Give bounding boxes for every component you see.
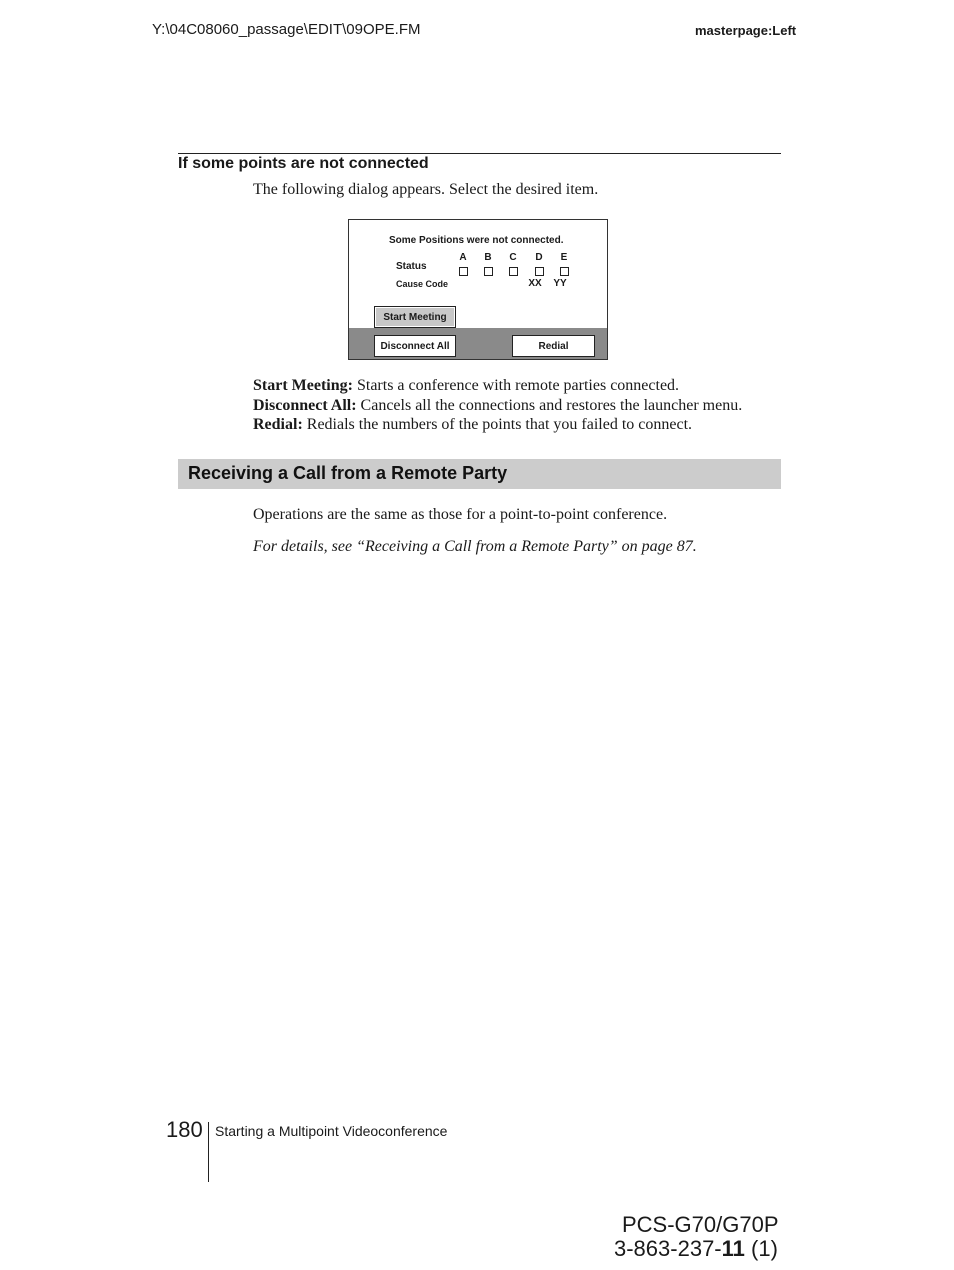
disconnect-all-button[interactable]: Disconnect All xyxy=(374,335,456,357)
section-heading-bar xyxy=(178,459,781,489)
not-connected-dialog xyxy=(348,219,608,360)
definition-text: Cancels all the connections and restores the launcher menu. xyxy=(356,397,743,414)
column-c-label: C xyxy=(509,252,517,263)
model-number: PCS-G70/G70P xyxy=(622,1212,779,1237)
definition-text: Redials the numbers of the points that you failed to connect. xyxy=(302,416,693,433)
cause-code-label: Cause Code xyxy=(396,279,449,289)
redial-button[interactable]: Redial xyxy=(512,335,595,357)
status-checkbox-d xyxy=(535,267,544,276)
definition-term: Redial: xyxy=(253,416,303,433)
intro-text: The following dialog appears. Select the desired item. xyxy=(253,181,599,198)
definition-term: Disconnect All: xyxy=(253,397,357,414)
column-b-label: B xyxy=(484,252,492,263)
status-checkbox-c xyxy=(509,267,518,276)
heading-rule xyxy=(178,153,781,154)
section-body: Operations are the same as those for a point-to-point conference. xyxy=(253,506,668,523)
column-e-label: E xyxy=(560,252,568,263)
start-meeting-button[interactable]: Start Meeting xyxy=(374,306,456,328)
page-number: 180 xyxy=(166,1117,203,1142)
subsection-heading: If some points are not connected xyxy=(178,155,429,172)
definition-redial xyxy=(253,416,692,434)
part-number-suffix: (1) xyxy=(744,1236,778,1261)
definition-text: Starts a conference with remote parties connected. xyxy=(352,377,680,394)
definition-term: Start Meeting: xyxy=(253,377,353,394)
chapter-title: Starting a Multipoint Videoconference xyxy=(215,1123,448,1139)
status-checkbox-e xyxy=(560,267,569,276)
status-checkbox-b xyxy=(484,267,493,276)
cross-reference: For details, see “Receiving a Call from a Remote Party” on page 87. xyxy=(253,538,697,555)
part-number xyxy=(614,1236,778,1262)
cause-code-e: YY xyxy=(553,278,567,289)
footer-divider xyxy=(208,1122,209,1182)
dialog-title: Some Positions were not connected. xyxy=(389,235,564,246)
column-a-label: A xyxy=(459,252,467,263)
status-checkbox-a xyxy=(459,267,468,276)
definition-start-meeting xyxy=(253,377,679,395)
status-label: Status xyxy=(396,261,427,272)
definition-disconnect-all xyxy=(253,397,742,415)
cause-code-d: XX xyxy=(528,278,542,289)
column-d-label: D xyxy=(535,252,543,263)
part-number-prefix: 3-863-237- xyxy=(614,1236,722,1261)
masterpage-label: masterpage:Left xyxy=(695,23,797,38)
part-number-revision: 11 xyxy=(721,1236,745,1261)
file-path: Y:\04C08060_passage\EDIT\09OPE.FM xyxy=(152,21,421,38)
section-title: Receiving a Call from a Remote Party xyxy=(188,463,508,483)
